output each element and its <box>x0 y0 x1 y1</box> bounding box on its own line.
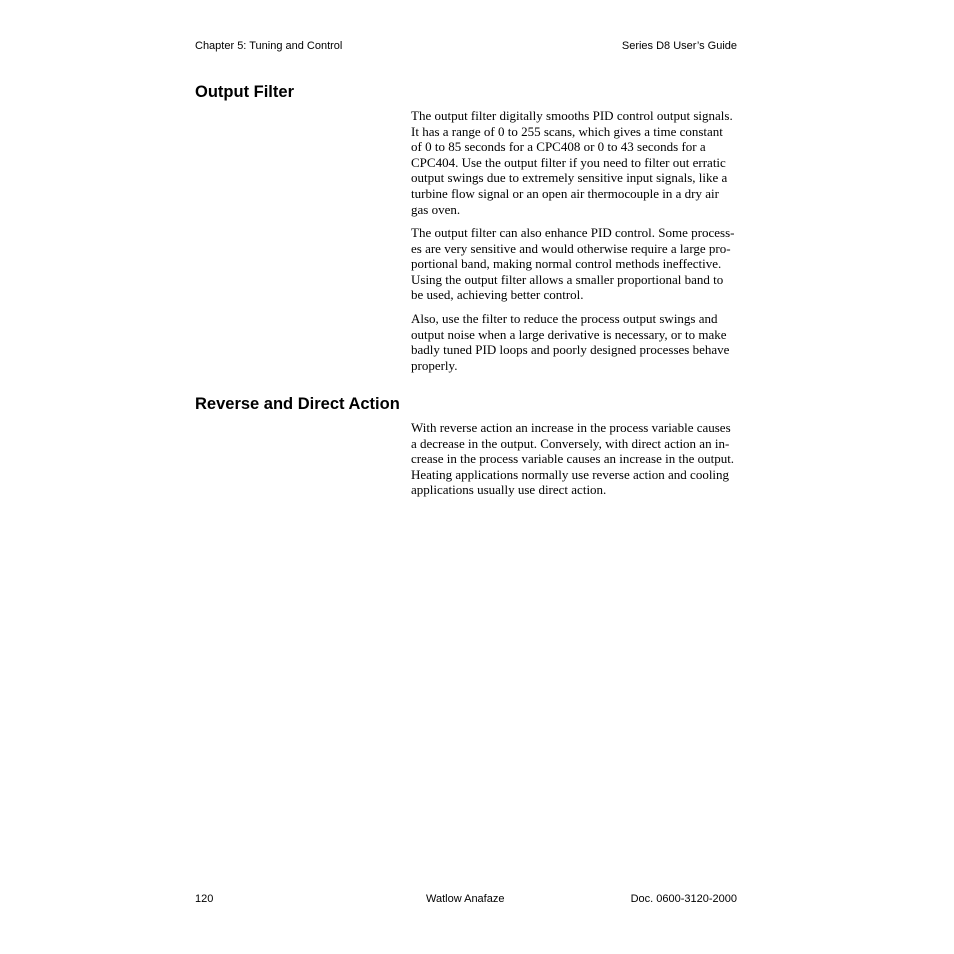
text-line: Heating applications normally use reverse action and cooling <box>411 466 730 482</box>
text-line: properly. <box>411 357 458 373</box>
text-line: be used, achieving better control. <box>411 287 584 303</box>
text-line: output noise when a large derivative is necessary, or to make <box>411 326 727 342</box>
text-line: The output filter digitally smooths PID control output signals. <box>411 108 733 123</box>
section-heading-output-filter: Output Filter <box>195 83 294 101</box>
text-line: CPC404. Use the output filter if you need to filter out erratic <box>411 154 726 170</box>
text-line: Also, use the filter to reduce the process output swings and <box>411 311 718 326</box>
text-line: It has a range of 0 to 255 scans, which gives a time constant <box>411 123 723 139</box>
paragraph-reverse-direct-action-1 <box>411 420 746 498</box>
footer-doc-number: Doc. 0600-3120-2000 <box>630 893 737 905</box>
text-line: The output filter can also enhance PID control. Some process- <box>411 225 735 240</box>
text-line: applications usually use direct action. <box>411 482 607 498</box>
footer-page-number: 120 <box>195 893 214 905</box>
text-line: Using the output filter allows a smaller proportional band to <box>411 271 724 287</box>
text-line: gas oven. <box>411 201 461 217</box>
text-line: portional band, making normal control methods ineffective. <box>411 256 722 272</box>
section-heading-reverse-direct-action: Reverse and Direct Action <box>195 395 400 413</box>
text-line: es are very sensitive and would otherwise require a large pro- <box>411 240 731 256</box>
text-line: output swings due to extremely sensitive input signals, like a <box>411 170 728 186</box>
footer-company: Watlow Anafaze <box>426 893 505 905</box>
text-line: With reverse action an increase in the process variable causes <box>411 420 731 435</box>
text-line: badly tuned PID loops and poorly designed processes behave <box>411 342 730 358</box>
header-chapter: Chapter 5: Tuning and Control <box>195 40 343 52</box>
paragraph-output-filter-3 <box>411 311 746 373</box>
header-guide-title: Series D8 User’s Guide <box>621 40 737 52</box>
text-line: of 0 to 85 seconds for a CPC408 or 0 to 43 seconds for a <box>411 139 706 155</box>
text-line: turbine flow signal or an open air thermocouple in a dry air <box>411 185 719 201</box>
paragraph-output-filter-1 <box>411 108 746 217</box>
paragraph-output-filter-2 <box>411 225 746 303</box>
text-line: a decrease in the output. Conversely, with direct action an in- <box>411 435 730 451</box>
text-line: crease in the process variable causes an increase in the output. <box>411 451 735 467</box>
